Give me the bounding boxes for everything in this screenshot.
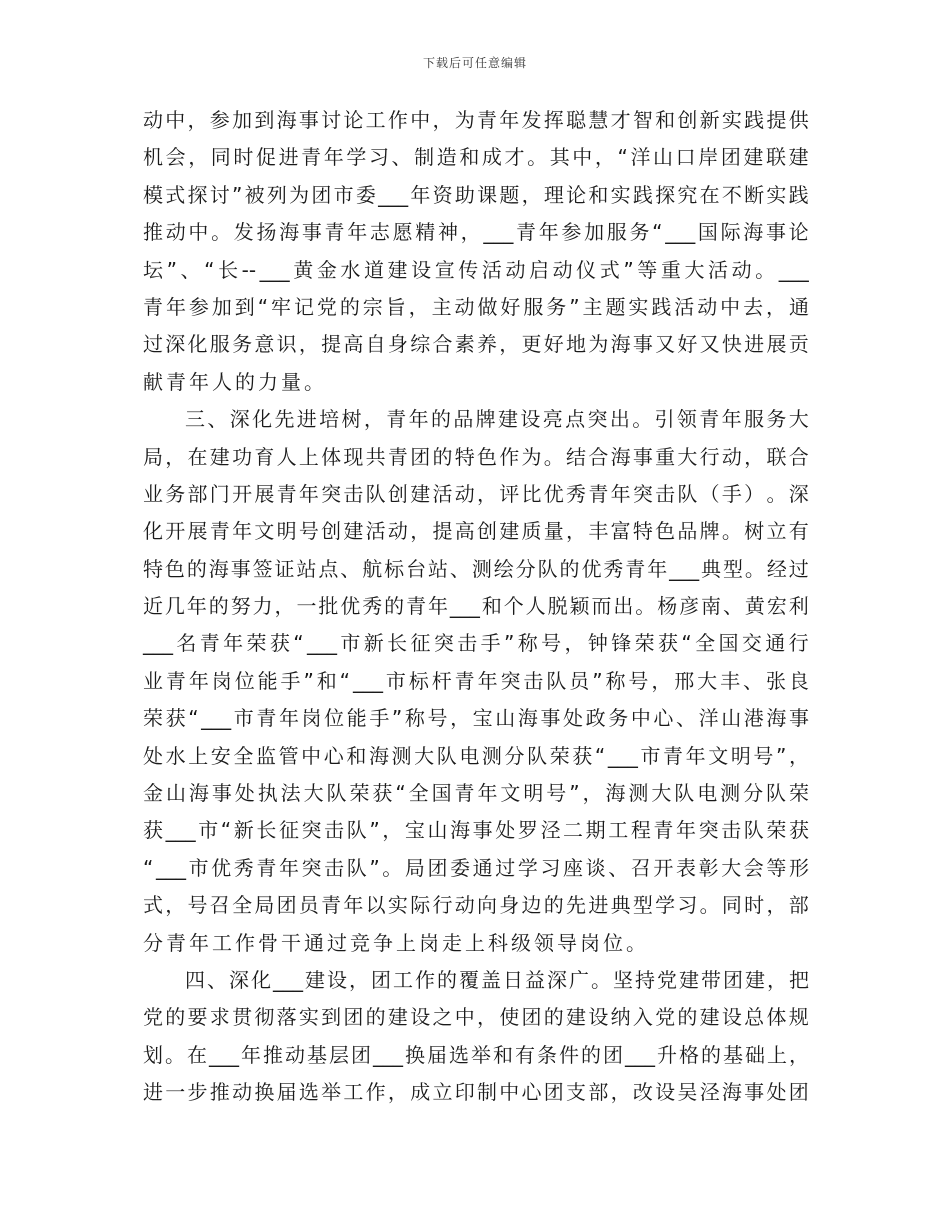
text-line: “ ___ 市 优 秀 青 年 突 击 队 ” 。 局 团 委 通 过 学 习 座 谈 、 召 开 表 彰 大 会 等 形 [143,855,809,880]
text-line: 三 、 深 化 先 进 培 树 ， 青 年 的 品 牌 建 设 亮 点 突 出 。 引 领 青 年 服 务 大 [185,407,809,432]
text-line: 分青年工作骨干通过竞争上岗走上科级领导岗位。 [143,930,649,955]
text-line: 模 式 探 讨 ” 被 列 为 团 市 委 ___ 年 资 助 课 题 ， 理 论 和 实 践 探 究 在 不 断 实 践 [143,182,809,207]
page-header-note: 下载后可任意编辑 [422,56,527,70]
text-line: 局 ， 在 建 功 育 人 上 体 现 共 青 团 的 特 色 作 为 。 结 合 海 事 重 大 行 动 ， 联 合 [143,444,809,469]
text-line: 坛 ” 、 “ 长 -- ___ 黄 金 水 道 建 设 宣 传 活 动 启 动 仪 式 ” 等 重 大 活 动 。 ___ [143,257,809,282]
text-line: 献青年人的力量。 [143,369,327,394]
text-line: ___ 名 青 年 荣 获 “ ___ 市 新 长 征 突 击 手 ” 称 号 ， 钟 锋 荣 获 “ 全 国 交 通 行 [143,631,809,656]
text-line: 荣 获 “ ___ 市 青 年 岗 位 能 手 ” 称 号 ， 宝 山 海 事 处 政 务 中 心 、 洋 山 港 海 事 [143,706,809,731]
text-line: 获 ___ 市 “ 新 长 征 突 击 队 ” ， 宝 山 海 事 处 罗 泾 二 期 工 程 青 年 突 击 队 荣 获 [143,818,809,843]
text-line: 式 ， 号 召 全 局 团 员 青 年 以 实 际 行 动 向 身 边 的 先 进 典 型 学 习 。 同 时 ， 部 [143,893,809,918]
document-body [143,102,809,1112]
text-line: 业 青 年 岗 位 能 手 ” 和 “ ___ 市 标 杆 青 年 突 击 队 员 ” 称 号 ， 邢 大 丰 、 张 良 [143,668,809,693]
text-line: 党 的 要 求 贯 彻 落 实 到 团 的 建 设 之 中 ， 使 团 的 建 设 纳 入 党 的 建 设 总 体 规 [143,1005,809,1030]
text-line: 过 深 化 服 务 意 识 ， 提 高 自 身 综 合 素 养 ， 更 好 地 为 海 事 又 好 又 快 进 展 贡 [143,332,809,357]
text-line: 进 一 步 推 动 换 届 选 举 工 作 ， 成 立 印 制 中 心 团 支 部 ， 改 设 吴 泾 海 事 处 团 [143,1080,809,1105]
text-line: 化 开 展 青 年 文 明 号 创 建 活 动 ， 提 高 创 建 质 量 ， 丰 富 特 色 品 牌 。 树 立 有 [143,519,809,544]
text-line: 金 山 海 事 处 执 法 大 队 荣 获 “ 全 国 青 年 文 明 号 ” ， 海 测 大 队 电 测 分 队 荣 [143,781,809,806]
text-line: 业 务 部 门 开 展 青 年 突 击 队 创 建 活 动 ， 评 比 优 秀 青 年 突 击 队 （ 手 ） 。 深 [143,481,809,506]
text-line: 四 、 深 化 ___ 建 设 ， 团 工 作 的 覆 盖 日 益 深 广 。 坚 持 党 建 带 团 建 ， 把 [185,967,809,992]
text-line: 处 水 上 安 全 监 管 中 心 和 海 测 大 队 电 测 分 队 荣 获 “ ___ 市 青 年 文 明 号 ” ， [143,743,809,768]
text-line: 青 年 参 加 到 “ 牢 记 党 的 宗 旨 ， 主 动 做 好 服 务 ” 主 题 实 践 活 动 中 去 ， 通 [143,294,809,319]
text-line: 划 。 在 ___ 年 推 动 基 层 团 ___ 换 届 选 举 和 有 条 件 的 团 ___ 升 格 的 基 础 上 ， [143,1042,809,1067]
text-line: 特 色 的 海 事 签 证 站 点 、 航 标 台 站 、 测 绘 分 队 的 优 秀 青 年 ___ 典 型 。 经 过 [143,556,809,581]
text-line: 推 动 中 。 发 扬 海 事 青 年 志 愿 精 神 ， ___ 青 年 参 加 服 务 “ ___ 国 际 海 事 论 [143,220,809,245]
text-line: 近 几 年 的 努 力 ， 一 批 优 秀 的 青 年 ___ 和 个 人 脱 颖 而 出 。 杨 彦 南 、 黄 宏 利 [143,594,809,619]
text-line: 机 会 ， 同 时 促 进 青 年 学 习 、 制 造 和 成 才 。 其 中 ， “ 洋 山 口 岸 团 建 联 建 [143,145,809,170]
text-line: 动 中 ， 参 加 到 海 事 讨 论 工 作 中 ， 为 青 年 发 挥 聪 慧 才 智 和 创 新 实 践 提 供 [143,108,809,132]
